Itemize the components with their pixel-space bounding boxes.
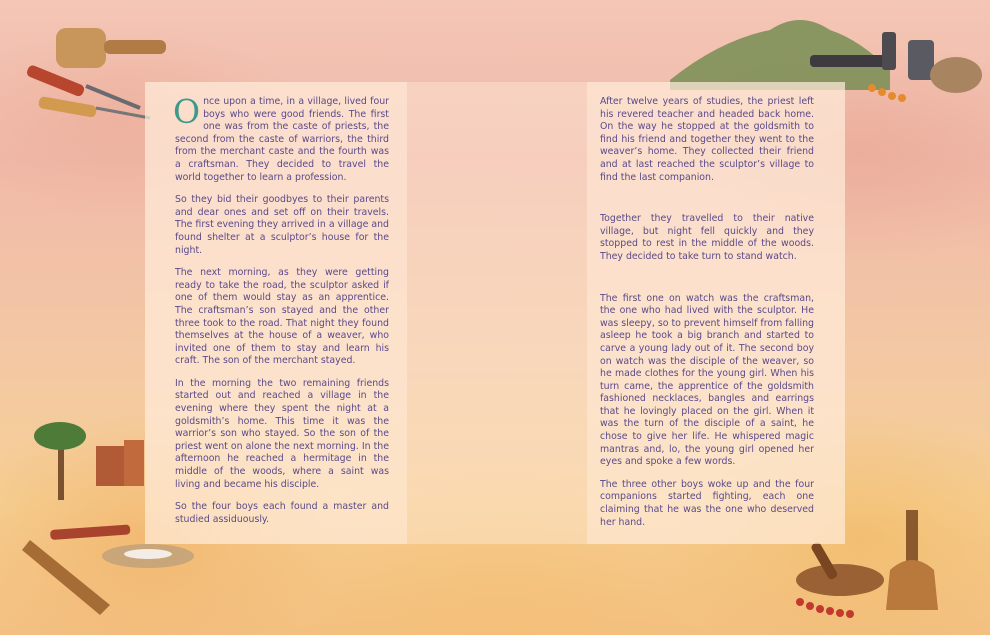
left-page-text — [173, 92, 389, 536]
paragraph: The first one on watch was the craftsman, the one who had lived with the sculptor. He was sleepy, so to prevent himself from falling asleep he took a big branch and started to carve a young lady out of it. The second boy on watch was the disciple of the weaver, so he made clothes for the young girl. When his turn came, the apprentice of the goldsmith fashioned necklaces, bangles and earrings that he lovingly placed on the girl. When it was the turn of the disciple of a saint, he chose to give her life. He whispered magic mantras and, lo, the young girl opened her eyes and spoke a few words. — [600, 292, 814, 468]
paintbrush-icon — [50, 524, 131, 540]
paragraph: So the four boys each found a master and studied assiduously. — [175, 501, 389, 525]
scissors-icon — [22, 540, 110, 615]
village-icon — [96, 440, 144, 486]
paragraph: In the morning the two remaining friends started out and reached a village in the evening where they spent the night at a goldsmith’s home. This time it was the warrior’s son who stayed. So the son of the priest went on alone the next morning. In the afternoon he reached a hermitage in the middle of the woods, where a saint was living and became his disciple. — [175, 377, 389, 490]
paragraph-text: nce upon a time, in a village, lived four boys who were good friends. The first one was from the caste of priests, the second from the caste of warriors, the third from the merchant caste and the fourth was a craftsman. They decided to travel the world together to learn a profession. — [175, 96, 389, 183]
tree-icon — [34, 422, 86, 500]
paragraph: Together they travelled to their native village, but night fell quickly and they stopped to rest in the middle of the woods. They decided to take turn to stand watch. — [600, 213, 814, 262]
paragraph: The three other boys woke up and the four companions started fighting, each one claiming that he was the one who deserved her hand. — [600, 478, 814, 528]
paragraph: After twelve years of studies, the priest left his revered teacher and headed back home. On the way he stopped at the goldsmith to find his friend and together they went to the weaver’s home. They collected their friend and at last reached the sculptor’s village to find the last companion. — [600, 96, 814, 183]
mallet-icon — [56, 28, 166, 68]
right-page-text — [600, 96, 814, 539]
dropcap: O — [173, 92, 201, 131]
bead-necklace-icon — [796, 598, 854, 618]
paragraph: So they bid their goodbyes to their parents and dear ones and set off on their travels. The first evening they arrived in a village and found shelter at a sculptor’s house for the night. — [175, 194, 389, 256]
paragraph — [173, 92, 389, 184]
paragraph: The next morning, as they were getting ready to take the road, the sculptor asked if one of them would stay as an apprentice. The craftsman’s son stayed and the other three took to the road. That night they found themselves at the house of a weaver, who invited one of them to stay and learn his craft. The son of the merchant stayed. — [175, 267, 389, 367]
page-gutter — [407, 82, 587, 544]
plate-icon — [102, 544, 194, 568]
bell-icon — [886, 510, 938, 610]
mortar-icon — [796, 541, 884, 596]
